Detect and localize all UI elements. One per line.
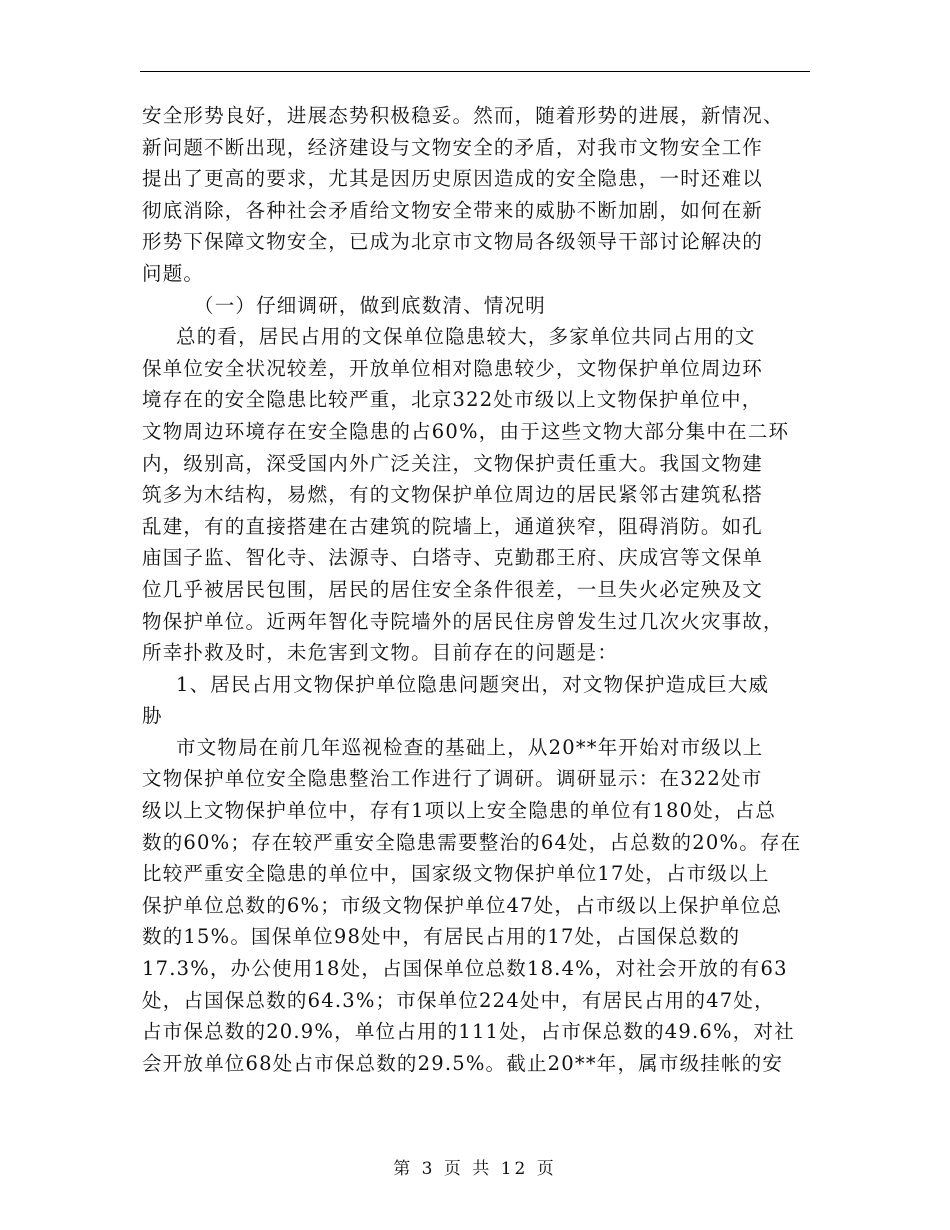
subsection-heading: 1、居民占用文物保护单位隐患问题突出，对文物保护造成巨大威 <box>176 672 770 696</box>
body-line: 庙国子监、智化寺、法源寺、白塔寺、克勤郡王府、庆成宫等文保单 <box>142 546 764 570</box>
section-heading: （一）仔细调研，做到底数清、情况明 <box>194 293 546 317</box>
body-line: 级以上文物保护单位中，存有1项以上安全隐患的单位有180处，占总 <box>142 799 777 823</box>
body-line: 所幸扑救及时，未危害到文物。目前存在的问题是： <box>142 641 619 665</box>
paragraph-first-line: 市文物局在前几年巡视检查的基础上，从20**年开始对市级以上 <box>176 735 764 759</box>
body-line: 位几乎被居民包围，居民的居住安全条件很差，一旦失火必定殃及文 <box>142 577 764 601</box>
body-line: 比较严重安全隐患的单位中，国家级文物保护单位17处，占市级以上 <box>142 862 770 886</box>
body-line: 文物周边环境存在安全隐患的占60%，由于这些文物大部分集中在二环 <box>142 419 790 443</box>
body-line: 文物保护单位安全隐患整治工作进行了调研。调研显示：在322处市 <box>142 767 763 791</box>
body-line: 内，级别高，深受国内外广泛关注，文物保护责任重大。我国文物建 <box>142 451 764 475</box>
body-line: 处，占国保总数的64.3%；市保单位224处中，有居民占用的47处， <box>142 988 775 1012</box>
body-line: 17.3%，办公使用18处，占国保单位总数18.4%，对社会开放的有63 <box>142 957 788 981</box>
body-line: 安全形势良好，进展态势积极稳妥。然而，随着形势的进展，新情况、 <box>142 104 784 127</box>
body-line: 保护单位总数的6%；市级文物保护单位47处，占市级以上保护单位总 <box>142 893 783 917</box>
body-line: 数的15%。国保单位98处中，有居民占用的17处，占国保总数的 <box>142 925 741 949</box>
body-line: 问题。 <box>142 261 205 285</box>
body-line: 保单位安全状况较差，开放单位相对隐患较少，文物保护单位周边环 <box>142 356 764 380</box>
header-rule <box>140 71 810 72</box>
page-number-footer: 第 3 页 共 12 页 <box>393 1159 557 1179</box>
paragraph-first-line: 总的看，居民占用的文保单位隐患较大，多家单位共同占用的文 <box>176 325 756 349</box>
body-line: 物保护单位。近两年智化寺院墙外的居民住房曾发生过几次火灾事故， <box>142 609 784 633</box>
body-line: 境存在的安全隐患比较严重，北京322处市级以上文物保护单位中， <box>142 388 763 412</box>
body-line: 占市保总数的20.9%，单位占用的111处，占市保总数的49.6%，对社 <box>142 1020 795 1044</box>
subsection-heading-cont: 胁 <box>142 704 163 728</box>
body-line: 新问题不断出现，经济建设与文物安全的矛盾，对我市文物安全工作 <box>142 135 764 159</box>
body-line: 筑多为木结构，易燃，有的文物保护单位周边的居民紧邻古建筑私搭 <box>142 483 764 507</box>
body-line: 会开放单位68处占市保总数的29.5%。截止20**年，属市级挂帐的安 <box>142 1051 784 1075</box>
body-line: 乱建，有的直接搭建在古建筑的院墙上，通道狭窄，阻碍消防。如孔 <box>142 514 764 538</box>
document-body <box>142 100 810 1079</box>
body-line: 彻底消除，各种社会矛盾给文物安全带来的威胁不断加剧，如何在新 <box>142 198 764 222</box>
body-line: 形势下保障文物安全，已成为北京市文物局各级领导干部讨论解决的 <box>142 230 764 254</box>
body-line: 数的60%；存在较严重安全隐患需要整治的64处，占总数的20%。存在 <box>142 830 802 854</box>
body-line: 提出了更高的要求，尤其是因历史原因造成的安全隐患，一时还难以 <box>142 167 764 191</box>
